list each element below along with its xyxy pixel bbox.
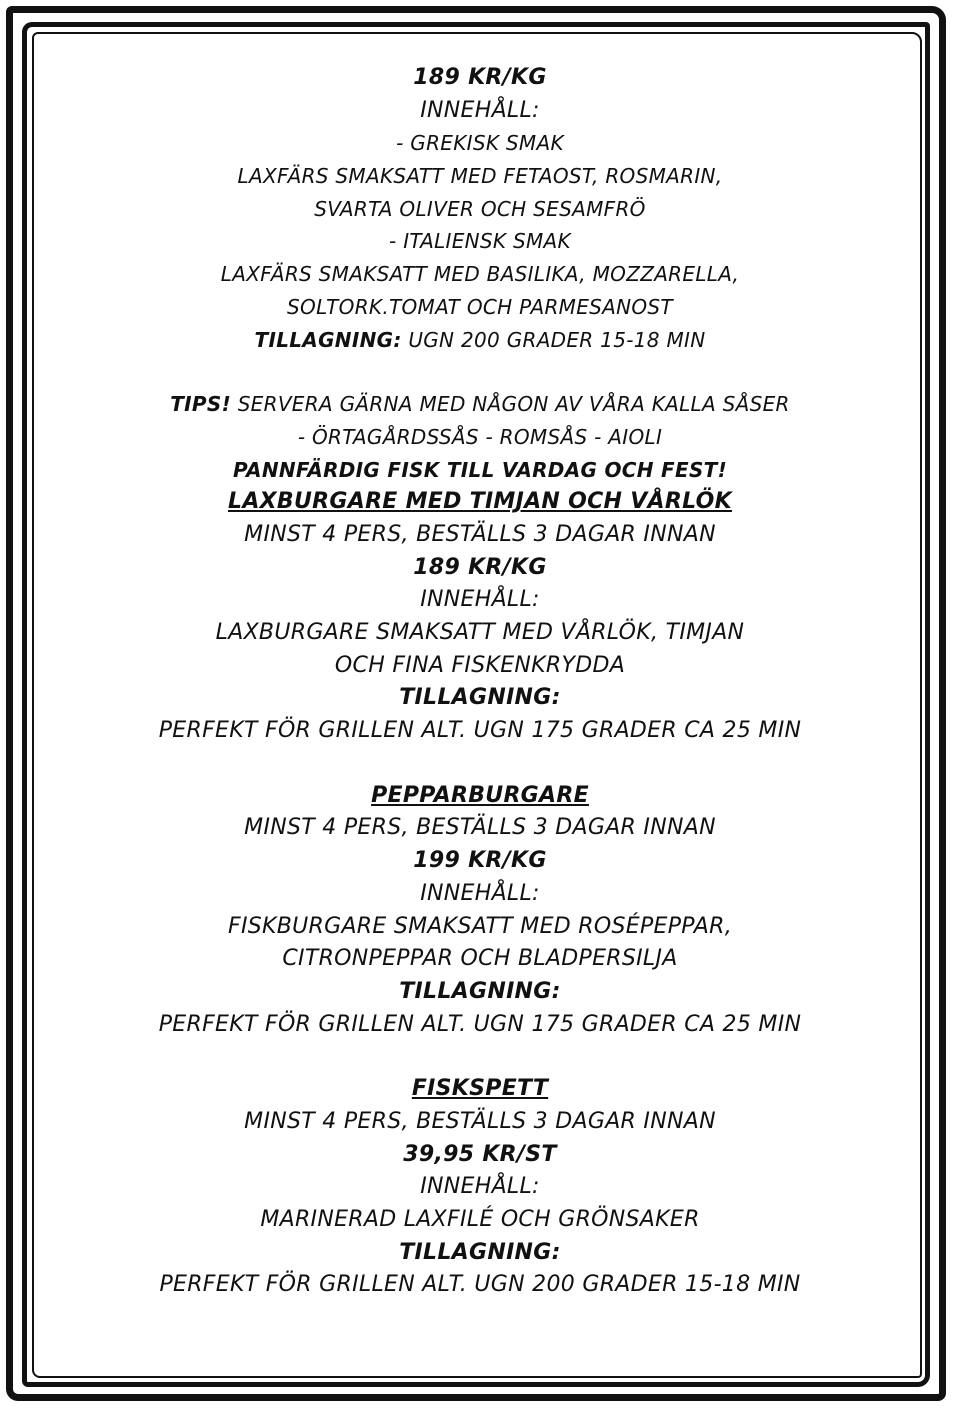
price: 189 KR/KG bbox=[413, 554, 547, 580]
variant-title: - GREKISK SMAK bbox=[396, 131, 564, 156]
menu-content bbox=[40, 62, 920, 1302]
tips-label: TIPS! bbox=[170, 392, 232, 417]
contents-text: CITRONPEPPAR OCH BLADPERSILJA bbox=[282, 946, 678, 972]
price: 189 KR/KG bbox=[413, 65, 547, 90]
product-block-top bbox=[40, 62, 920, 356]
order-note: MINST 4 PERS, BESTÄLLS 3 DAGAR INNAN bbox=[244, 521, 716, 547]
variant-description: SVARTA OLIVER OCH SESAMFRÖ bbox=[314, 196, 646, 221]
variant-description: SOLTORK.TOMAT OCH PARMESANOST bbox=[287, 294, 673, 319]
contents-label: INNEHÅLL: bbox=[420, 880, 540, 906]
product-block bbox=[40, 486, 920, 748]
tips-sauces: - ÖRTAGÅRDSSÅS - ROMSÅS - AIOLI bbox=[297, 424, 663, 449]
tagline: PANNFÄRDIG FISK TILL VARDAG OCH FEST! bbox=[232, 457, 728, 482]
contents-label: INNEHÅLL: bbox=[420, 587, 540, 613]
cooking-text: UGN 200 GRADER 15-18 MIN bbox=[408, 327, 706, 352]
cooking-line bbox=[40, 324, 920, 357]
tips-block bbox=[40, 388, 920, 486]
order-note: MINST 4 PERS, BESTÄLLS 3 DAGAR INNAN bbox=[244, 1108, 716, 1134]
price: 199 KR/KG bbox=[413, 848, 547, 874]
tips-text: SERVERA GÄRNA MED NÅGON AV VÅRA KALLA SÅSER bbox=[237, 392, 790, 417]
cooking-label: TILLAGNING: bbox=[399, 1239, 561, 1265]
variant-description: LAXFÄRS SMAKSATT MED FETAOST, ROSMARIN, bbox=[237, 164, 723, 189]
price: 39,95 KR/ST bbox=[403, 1141, 557, 1167]
cooking-text: PERFEKT FÖR GRILLEN ALT. UGN 200 GRADER 15-18 MIN bbox=[159, 1272, 801, 1298]
product-name: FISKSPETT bbox=[411, 1076, 549, 1102]
tips-line bbox=[40, 388, 920, 421]
variant-title: - ITALIENSK SMAK bbox=[389, 229, 571, 254]
contents-text: LAXBURGARE SMAKSATT MED VÅRLÖK, TIMJAN bbox=[215, 620, 745, 645]
cooking-text: PERFEKT FÖR GRILLEN ALT. UGN 175 GRADER CA 25 MIN bbox=[158, 1011, 802, 1037]
product-block bbox=[40, 1073, 920, 1302]
cooking-label: TILLAGNING: bbox=[254, 327, 402, 352]
product-block bbox=[40, 780, 920, 1042]
cooking-label: TILLAGNING: bbox=[399, 978, 561, 1004]
product-name: PEPPARBURGARE bbox=[371, 782, 589, 808]
product-name: LAXBURGARE MED TIMJAN OCH VÅRLÖK bbox=[228, 489, 732, 515]
cooking-text: PERFEKT FÖR GRILLEN ALT. UGN 175 GRADER CA 25 MIN bbox=[158, 718, 802, 744]
contents-text: MARINERAD LAXFILÉ OCH GRÖNSAKER bbox=[260, 1207, 700, 1232]
cooking-label: TILLAGNING: bbox=[399, 685, 561, 711]
contents-label: INNEHÅLL: bbox=[420, 97, 540, 123]
contents-text: FISKBURGARE SMAKSATT MED ROSÉPEPPAR, bbox=[227, 913, 733, 939]
order-note: MINST 4 PERS, BESTÄLLS 3 DAGAR INNAN bbox=[244, 815, 716, 841]
contents-label: INNEHÅLL: bbox=[420, 1174, 540, 1200]
contents-text: OCH FINA FISKENKRYDDA bbox=[334, 652, 626, 678]
variant-description: LAXFÄRS SMAKSATT MED BASILIKA, MOZZARELLA, bbox=[220, 262, 740, 287]
